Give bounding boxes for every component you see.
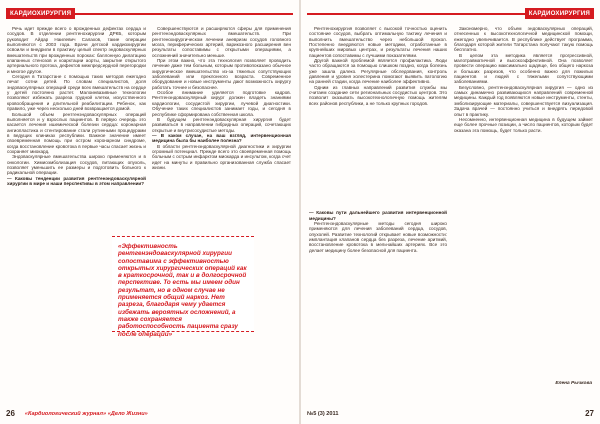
pull-quote-spacer (309, 106, 447, 210)
header-rule (307, 13, 525, 15)
section-tag: КАРДИОХИРУРГИЯ (6, 8, 75, 19)
issue-number: №5 (3) 2011 (307, 410, 339, 417)
page-number: 26 (6, 409, 15, 418)
left-footer (6, 409, 293, 418)
author-signature: Елена Рычкова (555, 381, 592, 386)
paragraph: В области рентгенэндоваскулярной диагностики и хирургии огромный потенциал. Прежде всего это своевременная помощь больным с острым инфарктом миокарда и инсультом, когда счет идет на минуты и правильно организованная служба спасает жизни. (152, 143, 291, 170)
right-header (307, 8, 594, 19)
paragraph: Одним из главных направлений развития службы мы считаем создание сети региональных сосудистых центров. Это позволит оказывать высокотехнологичную помощь жителям всех районов республики, а не только крупных городов. (309, 84, 447, 106)
interview-question: — Каковы пути дальнейшего развития интервенционной медицины? (309, 210, 447, 221)
right-footer (307, 409, 594, 418)
interview-question: — В каком случае, на ваш взгляд, интервенционная медицина была бы наиболее полезна? (152, 132, 291, 144)
pull-quote-text: «Эффективность рентгенэндоваскулярной хирургии сопоставима с эффективностью открытых хирургических операций как в краткосрочной, так и в долгосрочной перспективе. То есть мы имеем один результат, но в одном случае не применяется общий наркоз. Нет разреза, благодаря чему удается избежать вероятных осложнений, а также сохраняется работоспособность пациента сразу после операции» (118, 243, 247, 338)
paragraph: Несомненно, интервенционная медицина в будущем займет еще более прочные позиции, а число пациентов, которым будет оказана эта помощь, будет только расти. (454, 116, 593, 133)
header-rule (75, 13, 293, 15)
journal-title: «Кардиологический журнал» «Дело Жизни» (24, 410, 148, 417)
text-column-2 (152, 26, 291, 394)
paragraph: Рентгенохирургия позволяет с высокой точностью оценить состояние сосудов, выбрать оптимальную тактику лечения и выполнить вмешательство через небольшой прокол. Постепенно внедряются новые методики, отработанные в крупнейших мировых центрах, и результаты лечения наших пациентов сопоставимы с лучшими показателями. (309, 26, 447, 58)
paragraph: Закономерно, что объем эндоваскулярных операций, отнесенных к высокотехнологичной медицинской помощи, ежегодно увеличивается. В республике действует программа, благодаря которой жители Татарстана получают такую помощь бесплатно. (454, 26, 593, 53)
pull-quote-box (112, 236, 254, 338)
paragraph: Сегодня в Татарстане с помощью таких методов ежегодно лечат сотни детей. По словам специалистов, доля эндоваскулярных операций среди всех вмешательств на сердце у детей постоянно растет. Малоинвазивные технологии позволяют избежать разреза грудной клетки, искусственного кровообращения и длительной реабилитации. Ребенок, как правило, уже через несколько дней возвращается домой. (7, 74, 146, 112)
section-tag: КАРДИОХИРУРГИЯ (525, 8, 594, 19)
text-column-1 (7, 26, 146, 394)
paragraph: Эндоваскулярные вмешательства широко применяются и в онкологии. Химиоэмболизация сосудов, питающих опухоль, позволяет уменьшить ее размеры и подготовить больного к радикальной операции. (7, 154, 146, 176)
paragraph: При этом важно, что эта технология позволяет проводить лечение даже тем больным, которым противопоказано обычное хирургическое вмешательство из-за тяжелых сопутствующих заболеваний или преклонного возраста. Современное оборудование и новые инструменты дают возможность хирургу работать точнее и безопаснее. (152, 58, 291, 90)
page-number: 27 (585, 409, 594, 418)
interview-question: — Каковы тенденции развития рентгенэндоваскулярной хирургии в мире и наши перспективы в этом направлении? (7, 175, 146, 186)
text-column-4 (454, 26, 593, 394)
left-header (6, 8, 293, 19)
right-page (301, 0, 600, 424)
paragraph: В будущем рентгенэндоваскулярная хирургия будет развиваться в направлении гибридных операций, сочетающих открытые и внутрисосудистые методы. (152, 116, 291, 133)
paragraph: Другой важной проблемой является профилактика. Люди часто обращаются за помощью слишком поздно, когда болезнь уже зашла далеко. Регулярные обследования, контроль давления и уровня холестерина помогают выявить патологию на ранней стадии, когда лечение наиболее эффективно. (309, 58, 447, 85)
paragraph: Рентгенэндоваскулярные методы сегодня широко применяются для лечения заболеваний сердца, сосудов, опухолей. Развитие технологий открывает новые возможности: имплантация клапанов сердца без разреза, лечение аритмий, восстановление кровотока в мельчайших артериях. Все это делает медицину более безопасной для пациента. (309, 220, 447, 253)
text-column-3 (309, 26, 447, 394)
paragraph: В целом эта методика является прогрессивной, малотравматичной и высокоэффективной. Она позволяет провести операцию максимально щадяще, без общего наркоза и больших разрезов, что особенно важно для пожилых пациентов и людей с тяжелыми сопутствующими заболеваниями. (454, 52, 593, 85)
left-page (0, 0, 299, 424)
paragraph: Речь идет прежде всего о врожденных дефектах сердца и сосудов. В отделении рентгенохирургии ДРКБ, которым руководит Айдар Наилевич Салахов, такие операции выполняются с 2003 года. Врачи детской кардиохирургии освоили и внедрили в практику целый спектр эндоваскулярных вмешательств при врожденных пороках: баллонную дилатацию клапанных стенозов и коарктации аорты, закрытие открытого артериального протока, дефектов межпредсердной перегородки и многое другое. (7, 26, 146, 74)
paragraph: Особое внимание уделяется подготовке кадров. Рентгенэндоваскулярный хирург должен владеть знаниями кардиологии, сосудистой хирургии, лучевой диагностики. Обучение таких специалистов занимает годы, и сегодня в республике сформирована собственная школа. (152, 90, 291, 117)
paragraph: Безусловно, рентгенэндоваскулярная хирургия — одно из самых динамично развивающихся направлений современной медицины. Каждый год появляются новые инструменты, стенты, эмболизирующие материалы, совершенствуется визуализация. Задача врачей — постоянно учиться и внедрять передовой опыт в практику. (454, 84, 593, 117)
paragraph: Совершенствуются и расширяются сферы для применения рентгенэндоваскулярных вмешательств. При рентгенохирургическом лечении аневризм сосудов головного мозга, периферических артерий, варикозного расширения вен результаты сопоставимы с открытыми операциями, а осложнений значительно меньше. (152, 26, 291, 58)
paragraph: Большой объем рентгенэндоваскулярных операций выполняется и у взрослых пациентов. В первую очередь это касается лечения ишемической болезни сердца: коронарная ангиопластика и стентирование стали рутинными процедурами в ведущих клиниках республики. Важное значение имеет своевременная помощь при остром коронарном синдроме, когда восстановление кровотока в первые часы спасает жизнь и сохраняет миокард. (7, 111, 146, 154)
